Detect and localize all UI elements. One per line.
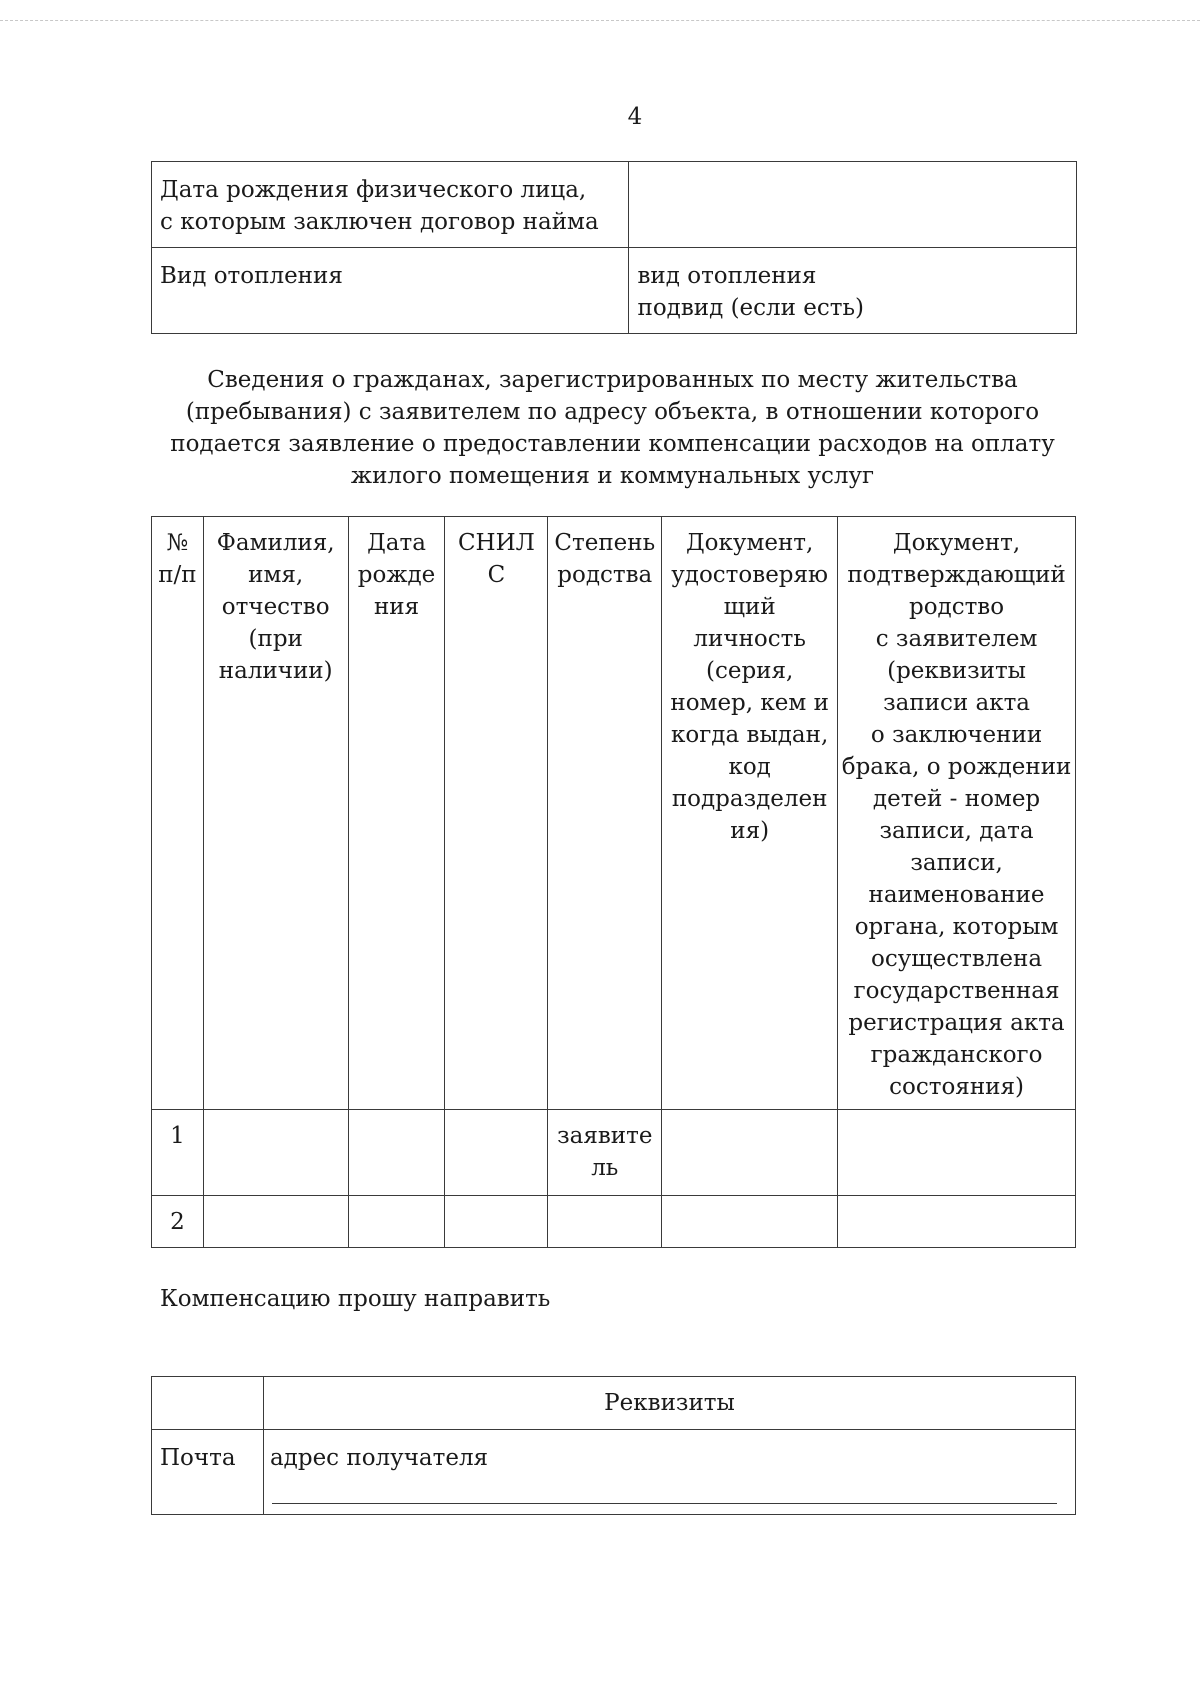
table-cell[interactable] xyxy=(662,1110,838,1196)
table-header-row xyxy=(152,517,1076,1110)
compensation-intro: Компенсацию прошу направить xyxy=(160,1286,551,1312)
table-cell: заявите ль xyxy=(548,1110,662,1196)
recipient-address-cell[interactable] xyxy=(263,1430,1075,1515)
address-underline xyxy=(272,1503,1057,1504)
table-cell[interactable] xyxy=(445,1196,548,1248)
column-header: Документ, удостоверяю щий личность (серия, номер, кем и когда выдан, код подразделен ия) xyxy=(662,517,838,1110)
heating-value-cell[interactable]: вид отопления подвид (если есть) xyxy=(629,248,1077,334)
table-cell[interactable] xyxy=(348,1110,445,1196)
table-cell[interactable] xyxy=(838,1196,1076,1248)
heating-label-cell: Вид отопления xyxy=(152,248,629,334)
requisites-table xyxy=(151,1376,1076,1515)
section-heading: Сведения о гражданах, зарегистрированных по месту жительства (пребывания) с заявителем по адресу объекта, в отношении которого подается заявление о предоставлении компенсации расходов на оплату жилого помещения и коммунальных услуг xyxy=(170,367,1055,489)
empty-header-cell xyxy=(152,1377,264,1430)
table-row xyxy=(152,1196,1076,1248)
table-cell: 1 xyxy=(152,1110,204,1196)
table-cell[interactable] xyxy=(838,1110,1076,1196)
info-table xyxy=(151,161,1077,334)
column-header: Дата рожде ния xyxy=(348,517,445,1110)
table-cell[interactable] xyxy=(203,1196,348,1248)
page-number: 4 xyxy=(627,104,643,130)
scan-top-rule xyxy=(0,20,1200,21)
requisites-header: Реквизиты xyxy=(263,1377,1075,1430)
table-cell[interactable] xyxy=(662,1196,838,1248)
table-row xyxy=(152,1430,1076,1515)
table-cell[interactable] xyxy=(348,1196,445,1248)
mail-label-cell: Почта xyxy=(152,1430,264,1515)
column-header: Фамилия, имя, отчество (при наличии) xyxy=(203,517,348,1110)
table-cell: 2 xyxy=(152,1196,204,1248)
column-header: СНИЛ С xyxy=(445,517,548,1110)
column-header: Степень родства xyxy=(548,517,662,1110)
recipient-address-label: адрес получателя xyxy=(269,1445,489,1471)
table-cell[interactable] xyxy=(548,1196,662,1248)
column-header: № п/п xyxy=(152,517,204,1110)
table-header-row xyxy=(152,1377,1076,1430)
residents-table xyxy=(151,516,1076,1248)
column-header: Документ, подтверждающий родство с заявителем (реквизиты записи акта о заключении брака, о рождении детей - номер записи, дата записи, наименование органа, которым осуществлена государственная регистрация акта гражданского состояния) xyxy=(838,517,1076,1110)
table-row xyxy=(152,1110,1076,1196)
table-row xyxy=(152,248,1077,334)
birthdate-value-cell[interactable] xyxy=(629,162,1077,248)
table-row xyxy=(152,162,1077,248)
table-cell[interactable] xyxy=(445,1110,548,1196)
birthdate-label-cell: Дата рождения физического лица, с которым заключен договор найма xyxy=(152,162,629,248)
table-cell[interactable] xyxy=(203,1110,348,1196)
